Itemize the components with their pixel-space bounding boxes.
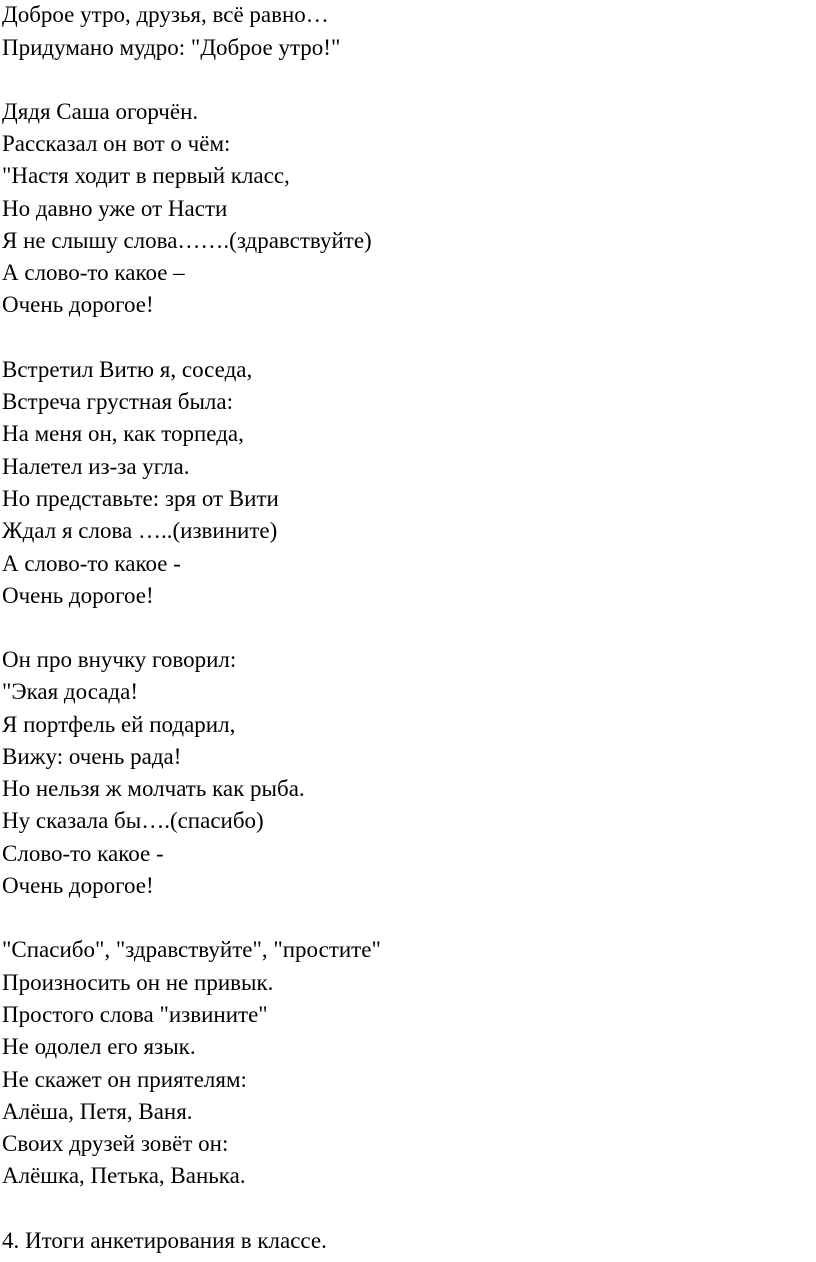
poem-line: Не скажет он приятелям: [2, 1067, 247, 1092]
poem-line: Дядя Саша огорчён. [2, 99, 199, 124]
poem-line: Ждал я слова …..(извините) [2, 518, 278, 543]
poem-line: Но нельзя ж молчать как рыба. [2, 776, 305, 801]
poem-line: А слово-то какое – [2, 260, 185, 285]
poem-line: Очень дорогое! [2, 292, 154, 317]
poem-line: Придумано мудро: "Доброе утро!" [2, 35, 341, 60]
poem-line: Налетел из-за угла. [2, 454, 190, 479]
poem-line: Слово-то какое - [2, 841, 164, 866]
poem-line: На меня он, как торпеда, [2, 421, 244, 446]
poem-line: Рассказал он вот о чём: [2, 131, 231, 156]
poem-line: Своих друзей зовёт он: [2, 1131, 229, 1156]
poem-line: Встреча грустная была: [2, 389, 234, 414]
poem-line: Встретил Витю я, соседа, [2, 357, 253, 382]
poem-line: Вижу: очень рада! [2, 744, 182, 769]
poem-line: Я портфель ей подарил, [2, 712, 236, 737]
poem-line: "Экая досада! [2, 679, 138, 704]
poem-line: Очень дорогое! [2, 873, 154, 898]
poem-line: Очень дорогое! [2, 583, 154, 608]
poem-line: Я не слышу слова…….(здравствуйте) [2, 228, 372, 253]
poem-line: Произносить он не привык. [2, 970, 274, 995]
poem-line: "Настя ходит в первый класс, [2, 163, 290, 188]
poem-line: Простого слова "извините" [2, 1002, 268, 1027]
poem-line: А слово-то какое - [2, 551, 181, 576]
poem-line: Он про внучку говорил: [2, 647, 237, 672]
poem-line: Но давно уже от Насти [2, 196, 228, 221]
poem-line: Доброе утро, друзья, всё равно… [2, 2, 329, 27]
poem-line: Но представьте: зря от Вити [2, 486, 279, 511]
poem-line: Не одолел его язык. [2, 1034, 196, 1059]
poem-line: Алёша, Петя, Ваня. [2, 1099, 193, 1124]
poem-line: Ну сказала бы….(спасибо) [2, 808, 264, 833]
section-heading: 4. Итоги анкетирования в классе. [2, 1228, 327, 1253]
poem-line: "Спасибо", "здравствуйте", "простите" [2, 937, 381, 962]
poem-line: Алёшка, Петька, Ванька. [2, 1163, 246, 1188]
